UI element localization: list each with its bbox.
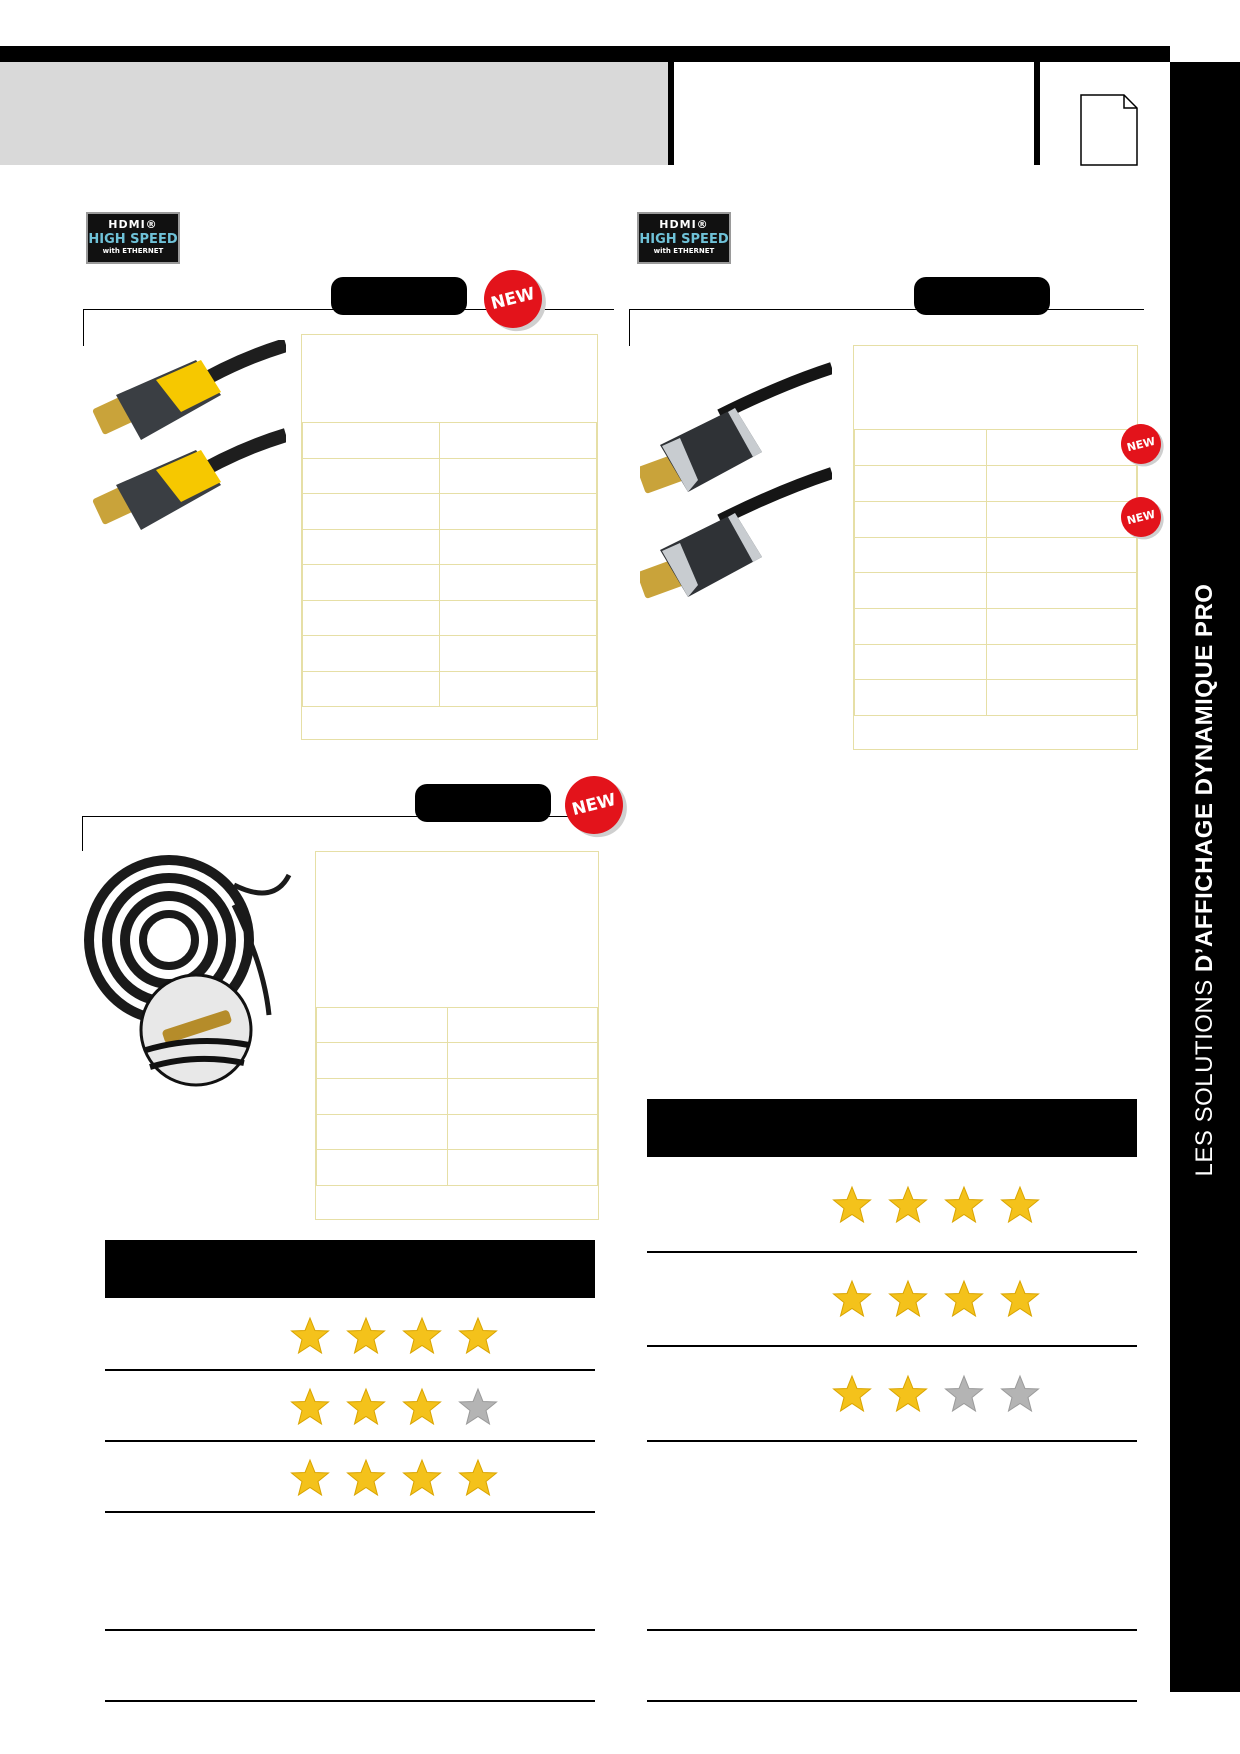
spec-table (315, 851, 599, 1220)
spec-cell (303, 459, 440, 494)
star-full-icon (888, 1279, 928, 1319)
header-divider (1034, 62, 1040, 165)
spec-cell (987, 573, 1137, 609)
spec-cell (440, 494, 597, 530)
product-reference-pill (331, 277, 467, 315)
spec-cell (303, 636, 440, 672)
star-full-icon (1000, 1185, 1040, 1225)
spec-cell (440, 601, 597, 636)
spec-description (854, 346, 1137, 429)
star-full-icon (402, 1458, 442, 1498)
spec-cell (855, 466, 987, 502)
star-full-icon (346, 1387, 386, 1427)
rating-row-divider (647, 1251, 1137, 1253)
spec-cell (303, 423, 440, 459)
spec-cell (317, 1079, 448, 1115)
spec-cell (855, 680, 987, 716)
spec-cell (987, 609, 1137, 645)
spec-cell (987, 538, 1137, 573)
header-top-rule (0, 46, 1170, 62)
spec-cell (303, 565, 440, 601)
spec-table (853, 345, 1138, 750)
new-badge: NEW (1117, 420, 1165, 468)
spec-cell (987, 430, 1137, 466)
side-section-title: LES SOLUTIONS D’AFFICHAGE DYNAMIQUE PRO (1191, 583, 1218, 1177)
rating-row-divider (647, 1345, 1137, 1347)
rating-row-divider (647, 1700, 1137, 1702)
star-full-icon (346, 1316, 386, 1356)
rating-row-divider (105, 1511, 595, 1513)
spec-cell (440, 672, 597, 707)
spec-cell (987, 466, 1137, 502)
spec-cell (855, 502, 987, 538)
hdmi-cable-yellow-image (86, 340, 286, 570)
spec-cell (303, 601, 440, 636)
rating-row-divider (105, 1629, 595, 1631)
spec-cell (317, 1008, 448, 1043)
spec-cell (317, 1043, 448, 1079)
section-bracket (629, 309, 1144, 346)
star-full-icon (832, 1279, 872, 1319)
rating-header-bar (105, 1240, 595, 1298)
spec-cell (987, 645, 1137, 680)
rating-row-divider (647, 1629, 1137, 1631)
spec-cell (440, 423, 597, 459)
spec-cell (448, 1115, 598, 1150)
star-full-icon (1000, 1279, 1040, 1319)
star-full-icon (458, 1316, 498, 1356)
star-full-icon (290, 1458, 330, 1498)
rating-header-bar (647, 1099, 1137, 1157)
star-full-icon (888, 1185, 928, 1225)
spec-cell (303, 530, 440, 565)
spec-cell (303, 494, 440, 530)
star-full-icon (832, 1374, 872, 1414)
star-full-icon (944, 1279, 984, 1319)
star-full-icon (458, 1458, 498, 1498)
product-reference-pill (914, 277, 1050, 315)
spec-cell (317, 1150, 448, 1186)
spec-cell (448, 1079, 598, 1115)
rating-row-divider (105, 1369, 595, 1371)
spec-cell (448, 1043, 598, 1079)
star-full-icon (832, 1185, 872, 1225)
hdmi-high-speed-logo: HDMI® HIGH SPEED with ETHERNET (86, 212, 180, 264)
new-badge: NEW (1117, 493, 1165, 541)
spec-table (301, 334, 598, 740)
star-empty-icon (458, 1387, 498, 1427)
spec-cell (440, 459, 597, 494)
header-title-band (0, 62, 668, 165)
hdmi-high-speed-logo: HDMI® HIGH SPEED with ETHERNET (637, 212, 731, 264)
star-full-icon (402, 1387, 442, 1427)
new-badge: NEW (559, 770, 629, 840)
spec-description (302, 335, 597, 422)
header-divider (668, 62, 674, 165)
star-empty-icon (1000, 1374, 1040, 1414)
spec-description (316, 852, 598, 1007)
spec-cell (855, 609, 987, 645)
spec-cell (987, 502, 1137, 538)
spec-cell (440, 636, 597, 672)
spec-cell (303, 672, 440, 707)
spec-cell (855, 645, 987, 680)
star-full-icon (888, 1374, 928, 1414)
spec-cell (855, 573, 987, 609)
document-icon (1080, 94, 1138, 166)
star-full-icon (944, 1185, 984, 1225)
star-full-icon (346, 1458, 386, 1498)
product-reference-pill (415, 784, 551, 822)
new-badge: NEW (478, 264, 548, 334)
rating-row-divider (647, 1440, 1137, 1442)
spec-cell (440, 565, 597, 601)
hdmi-cable-metal-image (640, 360, 832, 610)
spec-cell (448, 1008, 598, 1043)
spec-cell (987, 680, 1137, 716)
spec-cell (317, 1115, 448, 1150)
rating-row-divider (105, 1700, 595, 1702)
star-empty-icon (944, 1374, 984, 1414)
star-full-icon (290, 1387, 330, 1427)
spec-cell (855, 430, 987, 466)
spec-cell (448, 1150, 598, 1186)
cable-reel-image (84, 845, 304, 1090)
star-full-icon (402, 1316, 442, 1356)
star-full-icon (290, 1316, 330, 1356)
spec-cell (855, 538, 987, 573)
spec-cell (440, 530, 597, 565)
rating-row-divider (105, 1440, 595, 1442)
